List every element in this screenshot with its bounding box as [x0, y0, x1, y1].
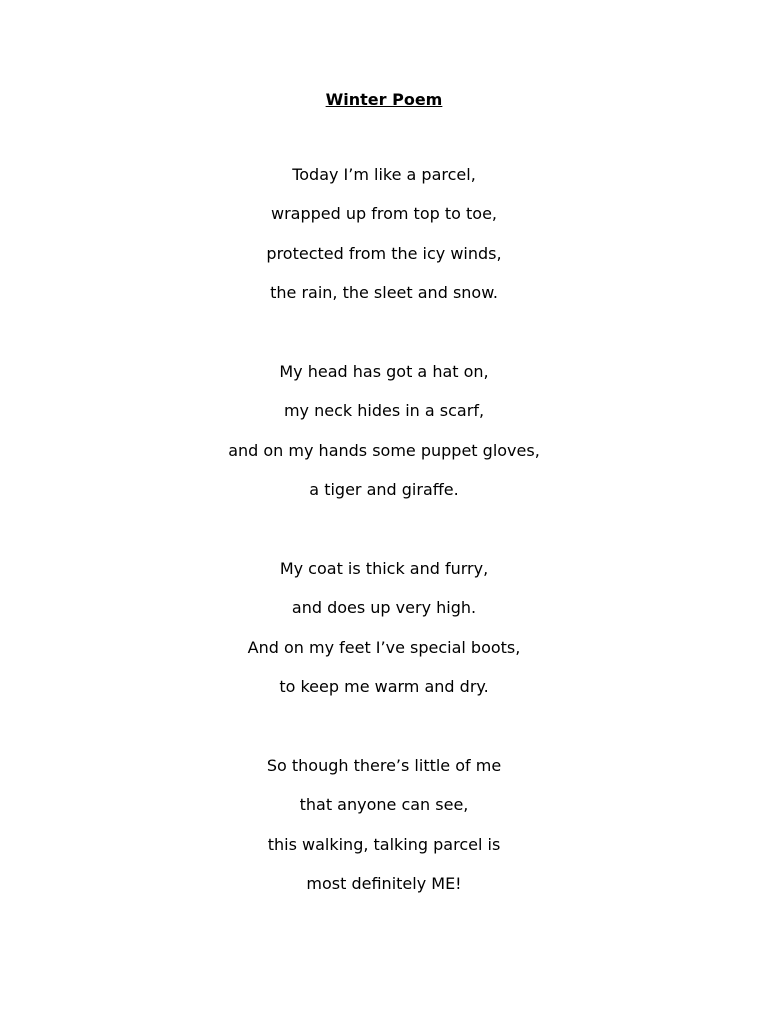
poem-line: this walking, talking parcel is [267, 834, 501, 854]
poem-line: the rain, the sleet and snow. [270, 283, 498, 303]
stanza-2 [0, 360, 768, 518]
poem-title: Winter Poem [325, 90, 443, 109]
poem-line: protected from the icy winds, [266, 243, 502, 263]
poem-line: So though there’s little of me [266, 756, 502, 775]
poem-line: and on my hands some puppet gloves, [228, 440, 540, 460]
poem-line: most definitely ME! [306, 874, 462, 894]
poem-line: my neck hides in a scarf, [283, 401, 485, 421]
poem-line: and does up very high. [291, 598, 477, 618]
stanza-1 [0, 163, 768, 321]
poem-line: Today I’m like a parcel, [292, 165, 476, 184]
poem-line: to keep me warm and dry. [279, 677, 489, 697]
poem-line: My head has got a hat on, [279, 362, 489, 381]
poem-line: My coat is thick and furry, [279, 559, 489, 578]
stanza-4 [0, 754, 768, 912]
poem-line: And on my feet I’ve special boots, [247, 637, 521, 657]
poem-line: a tiger and giraffe. [309, 480, 459, 500]
poem-line: wrapped up from top to toe, [270, 204, 497, 224]
stanza-3 [0, 557, 768, 715]
poem-line: that anyone can see, [299, 795, 469, 815]
